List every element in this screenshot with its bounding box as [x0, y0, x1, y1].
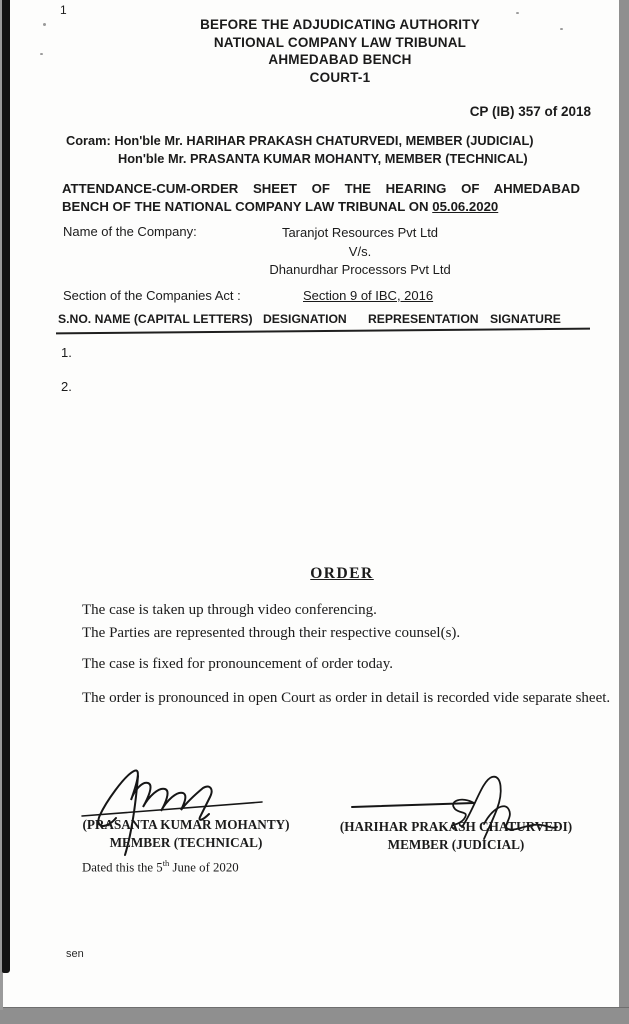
section-value: Section 9 of IBC, 2016	[303, 288, 434, 303]
order-paragraph: The case is taken up through video conferencing.	[82, 602, 377, 618]
order-title-text: ORDER	[310, 565, 374, 582]
signatory-right-title: MEMBER (JUDICIAL)	[387, 837, 525, 852]
order-paragraph: The Parties are represented through their respective counsel(s).	[82, 625, 461, 641]
scan-speck	[40, 53, 43, 55]
column-designation: DESIGNATION	[263, 312, 347, 326]
table-header-underline	[56, 328, 590, 335]
dated-suffix: June of 2020	[169, 860, 239, 875]
court-header-line4: COURT-1	[309, 69, 371, 85]
dated-line	[82, 858, 239, 875]
table-row: 1.	[61, 345, 72, 360]
dated-prefix: Dated this the 5	[82, 860, 163, 875]
scan-frame-right	[619, 0, 629, 1024]
coram-block	[66, 132, 534, 168]
case-parties	[250, 224, 470, 280]
petitioner-name: Taranjot Resources Pvt Ltd	[281, 225, 439, 240]
company-name-label: Name of the Company:	[63, 224, 197, 239]
section-label: Section of the Companies Act :	[63, 288, 241, 303]
order-title	[60, 565, 620, 583]
signatory-left-name: (PRASANTA KUMAR MOHANTY)	[82, 817, 290, 832]
signatory-left	[72, 816, 300, 852]
versus-label: V/s.	[348, 243, 372, 259]
coram-member-judicial: Coram: Hon'ble Mr. HARIHAR PRAKASH CHATURVEDI, MEMBER (JUDICIAL)	[66, 133, 534, 148]
order-paragraph: The case is fixed for pronouncement of order today.	[82, 656, 393, 672]
court-header	[60, 16, 620, 86]
column-representation: REPRESENTATION	[368, 312, 479, 326]
order-paragraph: The order is pronounced in open Court as order in detail is recorded vide separate sheet.	[82, 690, 611, 706]
attendance-heading	[62, 180, 602, 216]
table-row: 2.	[61, 379, 72, 394]
dated-ordinal: th	[162, 858, 170, 868]
attendance-table-header	[58, 312, 590, 334]
signatory-left-title: MEMBER (TECHNICAL)	[109, 835, 263, 850]
signatory-right-name: (HARIHAR PRAKASH CHATURVEDI)	[339, 819, 573, 834]
scan-frame-bottom	[0, 1007, 629, 1024]
attendance-heading-line2-text: BENCH OF THE NATIONAL COMPANY LAW TRIBUNAL ON	[62, 199, 433, 214]
typist-initials: sen	[66, 948, 84, 960]
court-header-line2: NATIONAL COMPANY LAW TRIBUNAL	[213, 34, 467, 50]
page-number: 1	[60, 3, 67, 17]
court-header-line3: AHMEDABAD BENCH	[268, 52, 412, 67]
attendance-heading-line2	[62, 198, 602, 216]
court-header-line1: BEFORE THE ADJUDICATING AUTHORITY	[200, 17, 480, 32]
scan-binding-shadow	[2, 0, 10, 973]
scan-speck	[516, 12, 519, 14]
hearing-date: 05.06.2020	[432, 199, 499, 214]
attendance-heading-line1: ATTENDANCE-CUM-ORDER SHEET OF THE HEARING OF AHMEDABAD	[62, 181, 581, 196]
column-signature: SIGNATURE	[490, 312, 561, 326]
signatory-right	[332, 818, 580, 854]
scan-speck	[560, 28, 563, 30]
scan-speck	[43, 23, 46, 26]
coram-member-technical: Hon'ble Mr. PRASANTA KUMAR MOHANTY, MEMBER (TECHNICAL)	[118, 151, 528, 166]
respondent-name: Dhanurdhar Processors Pvt Ltd	[269, 262, 451, 277]
column-sno-name: S.NO. NAME (CAPITAL LETTERS)	[58, 312, 253, 326]
case-number: CP (IB) 357 of 2018	[469, 104, 591, 119]
